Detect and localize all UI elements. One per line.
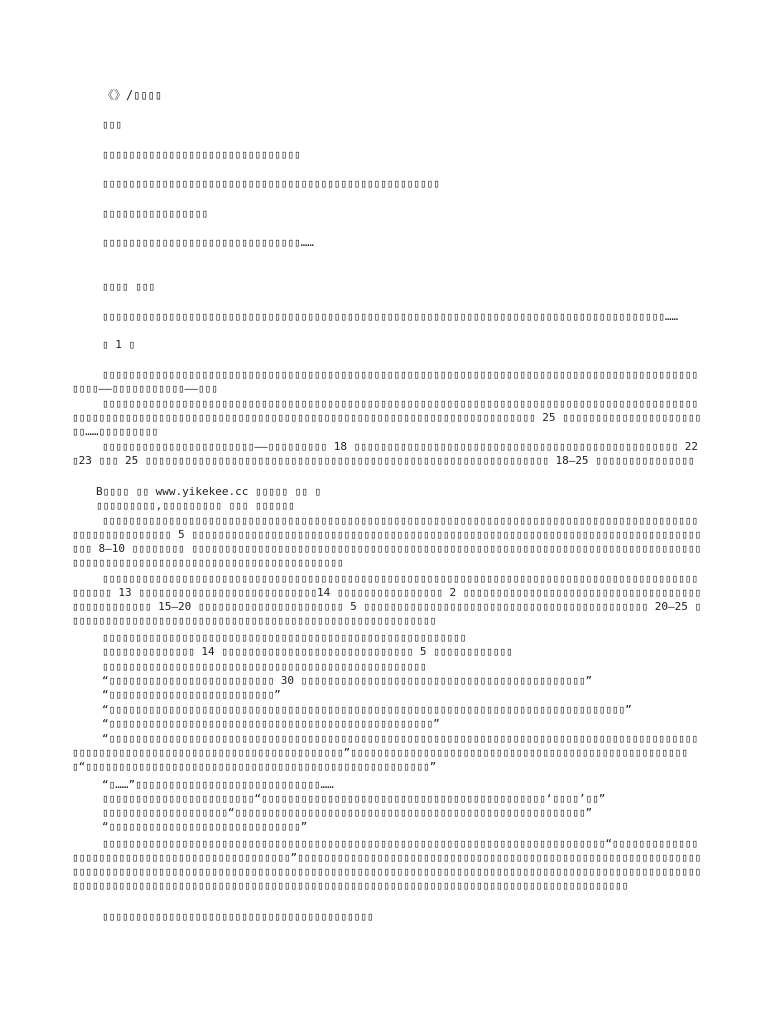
- body-paragraph-4: ▯▯▯▯▯▯▯▯▯▯▯▯▯▯▯▯▯▯▯▯▯▯▯▯▯▯▯▯▯▯▯▯▯▯▯▯▯▯▯▯▯▯▯▯▯▯▯▯▯▯▯▯▯▯▯▯▯▯▯▯▯▯▯▯▯▯▯▯▯▯▯▯▯▯▯▯▯▯▯▯▯▯▯▯▯▯▯▯▯▯▯▯▯▯▯▯▯▯▯▯▯▯▯▯▯ 5 ▯▯▯▯▯▯▯▯▯▯▯▯▯▯▯▯▯▯▯▯▯▯▯▯▯▯▯▯▯▯▯▯▯▯▯▯▯▯▯▯▯▯▯▯▯▯▯▯▯▯▯▯▯▯▯▯▯▯▯▯▯▯▯▯▯▯▯▯▯▯▯▯▯▯▯▯▯▯▯▯ 8–10 ▯▯▯▯▯▯▯▯ ▯▯▯▯▯▯▯▯▯▯▯▯▯▯▯▯▯▯▯▯▯▯▯▯▯▯▯▯▯▯▯▯▯▯▯▯▯▯▯▯▯▯▯▯▯▯▯▯▯▯▯▯▯▯▯▯▯▯▯▯▯▯▯▯▯▯▯▯▯▯▯▯▯▯▯▯▯▯▯▯▯▯▯▯▯▯▯▯▯▯▯▯▯▯▯▯▯▯▯▯▯▯▯▯▯▯▯▯▯▯▯▯▯▯▯▯▯▯: [72, 514, 702, 570]
- body-paragraph-10: ▯▯▯▯▯▯▯▯▯▯▯▯▯▯▯▯▯▯▯▯▯▯▯▯▯▯▯▯▯▯▯▯▯▯▯▯▯▯▯▯▯: [102, 910, 374, 923]
- dialogue-7: ▯▯▯▯▯▯▯▯▯▯▯▯▯▯▯▯▯▯▯▯▯▯▯“▯▯▯▯▯▯▯▯▯▯▯▯▯▯▯▯▯▯▯▯▯▯▯▯▯▯▯▯▯▯▯▯▯▯▯▯▯▯▯▯▯▯▯‘▯▯▯▯’▯▯”: [102, 792, 606, 805]
- watermark-note: ▯▯▯▯▯▯▯▯▯,▯▯▯▯▯▯▯▯▯ ▯▯▯ ▯▯▯▯▯▯: [96, 499, 295, 512]
- body-paragraph-1: ▯▯▯▯▯▯▯▯▯▯▯▯▯▯▯▯▯▯▯▯▯▯▯▯▯▯▯▯▯▯▯▯▯▯▯▯▯▯▯▯▯▯▯▯▯▯▯▯▯▯▯▯▯▯▯▯▯▯▯▯▯▯▯▯▯▯▯▯▯▯▯▯▯▯▯▯▯▯▯▯▯▯▯▯▯▯▯▯▯▯▯▯▯▯——▯▯▯▯▯▯▯▯▯▯▯——▯▯▯: [72, 368, 699, 396]
- dialogue-1: “▯▯▯▯▯▯▯▯▯▯▯▯▯▯▯▯▯▯▯▯▯▯▯▯▯ 30 ▯▯▯▯▯▯▯▯▯▯▯▯▯▯▯▯▯▯▯▯▯▯▯▯▯▯▯▯▯▯▯▯▯▯▯▯▯▯▯▯▯▯▯”: [102, 674, 593, 687]
- body-paragraph-7: ▯▯▯▯▯▯▯▯▯▯▯▯▯▯ 14 ▯▯▯▯▯▯▯▯▯▯▯▯▯▯▯▯▯▯▯▯▯▯▯▯▯▯▯▯▯ 5 ▯▯▯▯▯▯▯▯▯▯▯▯: [102, 645, 513, 658]
- chapter-heading: ▯▯▯▯ ▯▯▯: [102, 280, 155, 293]
- dialogue-4: “▯▯▯▯▯▯▯▯▯▯▯▯▯▯▯▯▯▯▯▯▯▯▯▯▯▯▯▯▯▯▯▯▯▯▯▯▯▯▯▯▯▯▯▯▯▯▯▯▯”: [102, 717, 440, 730]
- intro-line-1: ▯▯▯▯▯▯▯▯▯▯▯▯▯▯▯▯▯▯▯▯▯▯▯▯▯▯▯▯▯▯: [102, 148, 301, 161]
- dialogue-9: “▯▯▯▯▯▯▯▯▯▯▯▯▯▯▯▯▯▯▯▯▯▯▯▯▯▯▯▯▯”: [102, 820, 308, 833]
- body-paragraph-2: ▯▯▯▯▯▯▯▯▯▯▯▯▯▯▯▯▯▯▯▯▯▯▯▯▯▯▯▯▯▯▯▯▯▯▯▯▯▯▯▯▯▯▯▯▯▯▯▯▯▯▯▯▯▯▯▯▯▯▯▯▯▯▯▯▯▯▯▯▯▯▯▯▯▯▯▯▯▯▯▯▯▯▯▯▯▯▯▯▯▯▯▯▯▯▯▯▯▯▯▯▯▯▯▯▯▯▯▯▯▯▯▯▯▯▯▯▯▯▯▯▯▯▯▯▯▯▯▯▯▯▯▯▯▯▯▯▯▯▯▯▯▯▯▯▯▯▯▯▯▯▯▯▯▯▯▯▯▯▯▯ 25 ▯▯▯▯▯▯▯▯▯▯▯▯▯▯▯▯▯▯▯▯▯▯▯……▯▯▯▯▯▯▯▯▯: [72, 397, 702, 439]
- chapter-summary: ▯▯▯▯▯▯▯▯▯▯▯▯▯▯▯▯▯▯▯▯▯▯▯▯▯▯▯▯▯▯▯▯▯▯▯▯▯▯▯▯▯▯▯▯▯▯▯▯▯▯▯▯▯▯▯▯▯▯▯▯▯▯▯▯▯▯▯▯▯▯▯▯▯▯▯▯▯▯▯▯▯▯▯▯▯……: [102, 310, 679, 323]
- body-paragraph-5: ▯▯▯▯▯▯▯▯▯▯▯▯▯▯▯▯▯▯▯▯▯▯▯▯▯▯▯▯▯▯▯▯▯▯▯▯▯▯▯▯▯▯▯▯▯▯▯▯▯▯▯▯▯▯▯▯▯▯▯▯▯▯▯▯▯▯▯▯▯▯▯▯▯▯▯▯▯▯▯▯▯▯▯▯▯▯▯▯▯▯▯▯▯▯▯▯ 13 ▯▯▯▯▯▯▯▯▯▯▯▯▯▯▯▯▯▯▯▯▯▯▯▯▯▯▯14 ▯▯▯▯▯▯▯▯▯▯▯▯▯▯▯▯ 2 ▯▯▯▯▯▯▯▯▯▯▯▯▯▯▯▯▯▯▯▯▯▯▯▯▯▯▯▯▯▯▯▯▯▯▯▯▯▯▯▯▯▯▯▯▯▯▯▯ 15–20 ▯▯▯▯▯▯▯▯▯▯▯▯▯▯▯▯▯▯▯▯▯▯ 5 ▯▯▯▯▯▯▯▯▯▯▯▯▯▯▯▯▯▯▯▯▯▯▯▯▯▯▯▯▯▯▯▯▯▯▯▯▯▯▯▯▯▯▯ 20–25 ▯▯▯▯▯▯▯▯▯▯▯▯▯▯▯▯▯▯▯▯▯▯▯▯▯▯▯▯▯▯▯▯▯▯▯▯▯▯▯▯▯▯▯▯▯▯▯▯▯▯▯▯▯▯▯▯: [72, 572, 702, 628]
- dialogue-2: “▯▯▯▯▯▯▯▯▯▯▯▯▯▯▯▯▯▯▯▯▯▯▯▯▯”: [102, 688, 281, 701]
- chapter-number: ▯ 1 ▯: [102, 338, 136, 351]
- body-paragraph-8: ▯▯▯▯▯▯▯▯▯▯▯▯▯▯▯▯▯▯▯▯▯▯▯▯▯▯▯▯▯▯▯▯▯▯▯▯▯▯▯▯▯▯▯▯▯▯▯▯▯: [102, 660, 427, 673]
- watermark-link[interactable]: B▯▯▯▯ ▯▯ www.yikekee.cc ▯▯▯▯▯ ▯▯ ▯: [96, 485, 322, 498]
- body-paragraph-6: ▯▯▯▯▯▯▯▯▯▯▯▯▯▯▯▯▯▯▯▯▯▯▯▯▯▯▯▯▯▯▯▯▯▯▯▯▯▯▯▯▯▯▯▯▯▯▯▯▯▯▯▯▯▯▯: [102, 631, 467, 644]
- body-paragraph-3: ▯▯▯▯▯▯▯▯▯▯▯▯▯▯▯▯▯▯▯▯▯▯▯——▯▯▯▯▯▯▯▯▯ 18 ▯▯▯▯▯▯▯▯▯▯▯▯▯▯▯▯▯▯▯▯▯▯▯▯▯▯▯▯▯▯▯▯▯▯▯▯▯▯▯▯▯▯▯▯▯▯▯▯▯ 22▯23 ▯▯▯ 25 ▯▯▯▯▯▯▯▯▯▯▯▯▯▯▯▯▯▯▯▯▯▯▯▯▯▯▯▯▯▯▯▯▯▯▯▯▯▯▯▯▯▯▯▯▯▯▯▯▯▯▯▯▯▯▯▯▯▯▯▯▯ 18–25 ▯▯▯▯▯▯▯▯▯▯▯▯▯▯▯: [72, 440, 699, 468]
- intro-line-4: ▯▯▯▯▯▯▯▯▯▯▯▯▯▯▯▯▯▯▯▯▯▯▯▯▯▯▯▯▯▯……: [102, 236, 314, 249]
- intro-line-3: ▯▯▯▯▯▯▯▯▯▯▯▯▯▯▯▯: [102, 207, 208, 220]
- intro-line-2: ▯▯▯▯▯▯▯▯▯▯▯▯▯▯▯▯▯▯▯▯▯▯▯▯▯▯▯▯▯▯▯▯▯▯▯▯▯▯▯▯▯▯▯▯▯▯▯▯▯▯▯: [102, 177, 440, 190]
- breadcrumb[interactable]: 《》/▯▯▯▯: [102, 88, 163, 102]
- dialogue-6: “▯……”▯▯▯▯▯▯▯▯▯▯▯▯▯▯▯▯▯▯▯▯▯▯▯▯▯▯▯▯……: [102, 778, 334, 791]
- section-label: ▯▯▯: [102, 118, 122, 131]
- body-paragraph-9: ▯▯▯▯▯▯▯▯▯▯▯▯▯▯▯▯▯▯▯▯▯▯▯▯▯▯▯▯▯▯▯▯▯▯▯▯▯▯▯▯▯▯▯▯▯▯▯▯▯▯▯▯▯▯▯▯▯▯▯▯▯▯▯▯▯▯▯▯▯▯▯▯▯▯▯▯“▯▯▯▯▯▯▯▯▯▯▯▯▯▯▯▯▯▯▯▯▯▯▯▯▯▯▯▯▯▯▯▯▯▯▯▯▯▯▯▯▯▯▯▯▯▯”▯▯▯▯▯▯▯▯▯▯▯▯▯▯▯▯▯▯▯▯▯▯▯▯▯▯▯▯▯▯▯▯▯▯▯▯▯▯▯▯▯▯▯▯▯▯▯▯▯▯▯▯▯▯▯▯▯▯▯▯▯▯▯▯▯▯▯▯▯▯▯▯▯▯▯▯▯▯▯▯▯▯▯▯▯▯▯▯▯▯▯▯▯▯▯▯▯▯▯▯▯▯▯▯▯▯▯▯▯▯▯▯▯▯▯▯▯▯▯▯▯▯▯▯▯▯▯▯▯▯▯▯▯▯▯▯▯▯▯▯▯▯▯▯▯▯▯▯▯▯▯▯▯▯▯▯▯▯▯▯▯▯▯▯▯▯▯▯▯▯▯▯▯▯▯▯▯▯▯▯▯▯▯▯▯▯▯▯▯▯▯▯▯▯▯▯▯▯▯▯▯▯▯▯▯▯▯▯▯▯▯▯▯▯▯▯▯▯▯▯▯▯▯▯▯▯▯▯▯▯▯▯▯▯▯▯▯▯▯▯: [72, 837, 702, 893]
- dialogue-3: “▯▯▯▯▯▯▯▯▯▯▯▯▯▯▯▯▯▯▯▯▯▯▯▯▯▯▯▯▯▯▯▯▯▯▯▯▯▯▯▯▯▯▯▯▯▯▯▯▯▯▯▯▯▯▯▯▯▯▯▯▯▯▯▯▯▯▯▯▯▯▯▯▯▯▯▯▯▯”: [102, 703, 632, 716]
- dialogue-8: ▯▯▯▯▯▯▯▯▯▯▯▯▯▯▯▯▯▯▯“▯▯▯▯▯▯▯▯▯▯▯▯▯▯▯▯▯▯▯▯▯▯▯▯▯▯▯▯▯▯▯▯▯▯▯▯▯▯▯▯▯▯▯▯▯▯▯▯▯▯▯▯▯”: [102, 806, 593, 819]
- dialogue-5: “▯▯▯▯▯▯▯▯▯▯▯▯▯▯▯▯▯▯▯▯▯▯▯▯▯▯▯▯▯▯▯▯▯▯▯▯▯▯▯▯▯▯▯▯▯▯▯▯▯▯▯▯▯▯▯▯▯▯▯▯▯▯▯▯▯▯▯▯▯▯▯▯▯▯▯▯▯▯▯▯▯▯▯▯▯▯▯▯▯▯▯▯▯▯▯▯▯▯▯▯▯▯▯▯▯▯▯▯▯▯▯▯▯▯▯▯▯▯▯▯▯▯▯▯▯▯▯▯▯▯”▯▯▯▯▯▯▯▯▯▯▯▯▯▯▯▯▯▯▯▯▯▯▯▯▯▯▯▯▯▯▯▯▯▯▯▯▯▯▯▯▯▯▯▯▯▯▯▯▯▯▯▯“▯▯▯▯▯▯▯▯▯▯▯▯▯▯▯▯▯▯▯▯▯▯▯▯▯▯▯▯▯▯▯▯▯▯▯▯▯▯▯▯▯▯▯▯▯▯▯▯▯▯▯▯”: [72, 732, 699, 774]
